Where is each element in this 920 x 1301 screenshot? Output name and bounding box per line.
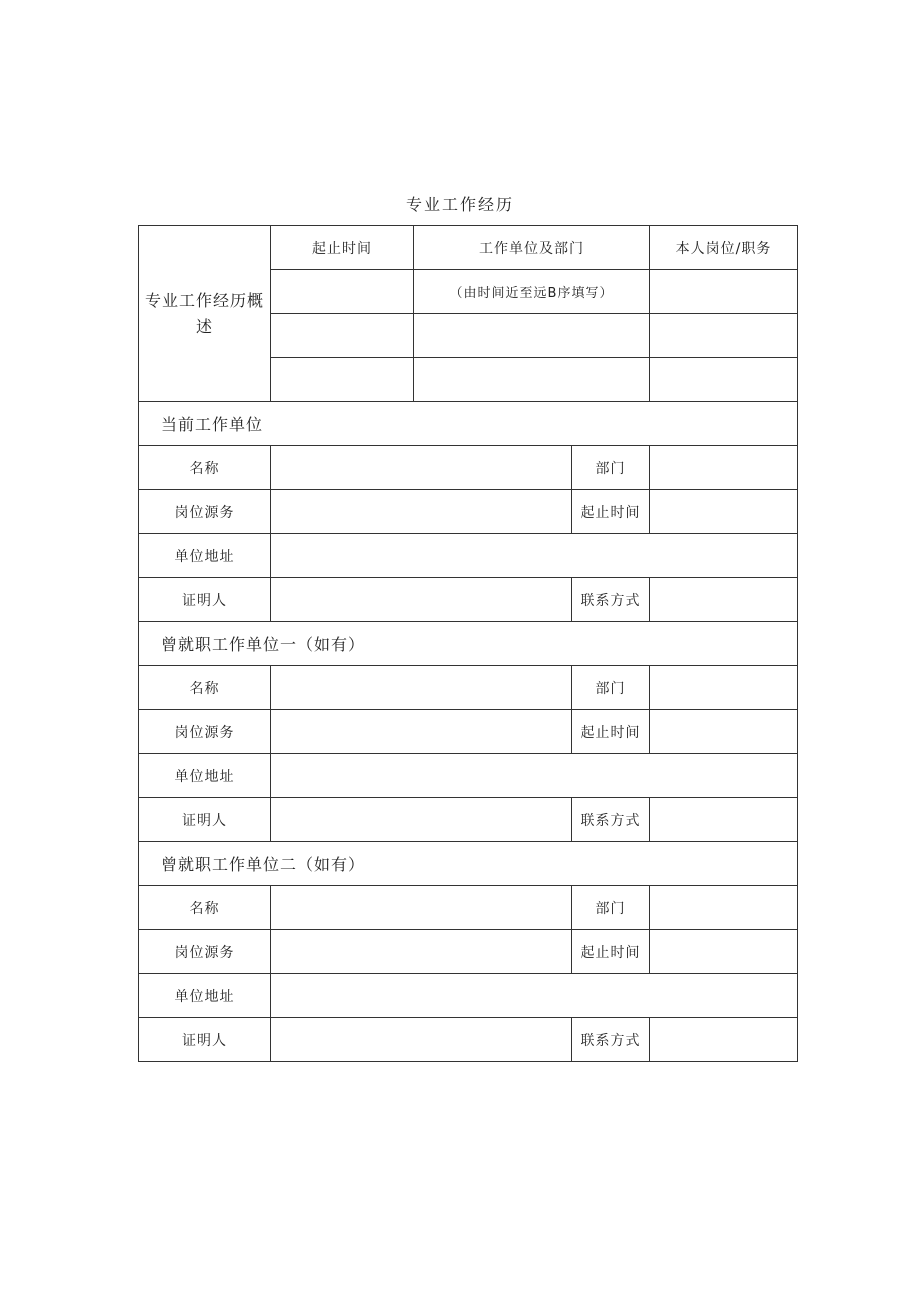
name-label: 名称 bbox=[139, 666, 271, 710]
section-title-previous2: 曾就职工作单位二（如有） bbox=[139, 842, 798, 886]
position-value-cell[interactable] bbox=[271, 930, 572, 974]
summary-company-cell[interactable] bbox=[414, 314, 650, 358]
witness-label: 证明人 bbox=[139, 1018, 271, 1062]
field-row bbox=[139, 754, 798, 798]
summary-period-cell[interactable] bbox=[271, 270, 414, 314]
summary-company-cell[interactable] bbox=[414, 358, 650, 402]
summary-period-cell[interactable] bbox=[271, 358, 414, 402]
contact-value-cell[interactable] bbox=[650, 578, 798, 622]
summary-position-cell[interactable] bbox=[650, 314, 798, 358]
summary-position-cell[interactable] bbox=[650, 270, 798, 314]
summary-note[interactable]: （由时间近至远B序填写） bbox=[414, 270, 650, 314]
witness-value-cell[interactable] bbox=[271, 798, 572, 842]
field-row bbox=[139, 974, 798, 1018]
address-label: 单位地址 bbox=[139, 754, 271, 798]
header-company-dept: 工作单位及部门 bbox=[414, 226, 650, 270]
contact-label: 联系方式 bbox=[572, 1018, 650, 1062]
witness-label: 证明人 bbox=[139, 798, 271, 842]
position-value-cell[interactable] bbox=[271, 710, 572, 754]
name-label: 名称 bbox=[139, 446, 271, 490]
field-row bbox=[139, 930, 798, 974]
summary-period-cell[interactable] bbox=[271, 314, 414, 358]
position-label: 岗位源务 bbox=[139, 490, 271, 534]
field-row bbox=[139, 446, 798, 490]
department-label: 部门 bbox=[572, 666, 650, 710]
position-label: 岗位源务 bbox=[139, 930, 271, 974]
section-title-previous1: 曾就职工作单位一（如有） bbox=[139, 622, 798, 666]
field-row bbox=[139, 710, 798, 754]
address-value-cell[interactable] bbox=[271, 534, 798, 578]
section-row-previous1 bbox=[139, 622, 798, 666]
field-row bbox=[139, 490, 798, 534]
address-value-cell[interactable] bbox=[271, 974, 798, 1018]
section-row-current bbox=[139, 402, 798, 446]
period-label: 起止时间 bbox=[572, 710, 650, 754]
period-label: 起止时间 bbox=[572, 930, 650, 974]
position-label: 岗位源务 bbox=[139, 710, 271, 754]
department-label: 部门 bbox=[572, 886, 650, 930]
position-value-cell[interactable] bbox=[271, 490, 572, 534]
field-row bbox=[139, 886, 798, 930]
period-label: 起止时间 bbox=[572, 490, 650, 534]
period-value-cell[interactable] bbox=[650, 490, 798, 534]
section-title-current: 当前工作单位 bbox=[139, 402, 798, 446]
page-title: 专业工作经历 bbox=[405, 195, 514, 214]
name-value-cell[interactable] bbox=[271, 666, 572, 710]
field-row bbox=[139, 1018, 798, 1062]
section-row-previous2 bbox=[139, 842, 798, 886]
address-label: 单位地址 bbox=[139, 974, 271, 1018]
summary-position-cell[interactable] bbox=[650, 358, 798, 402]
witness-value-cell[interactable] bbox=[271, 578, 572, 622]
summary-label: 专业工作经历概述 bbox=[139, 226, 271, 402]
work-experience-table bbox=[138, 225, 798, 1062]
contact-label: 联系方式 bbox=[572, 578, 650, 622]
field-row bbox=[139, 578, 798, 622]
summary-header-row bbox=[139, 226, 798, 270]
contact-value-cell[interactable] bbox=[650, 798, 798, 842]
department-label: 部门 bbox=[572, 446, 650, 490]
department-value-cell[interactable] bbox=[650, 886, 798, 930]
field-row bbox=[139, 798, 798, 842]
field-row bbox=[139, 666, 798, 710]
address-value-cell[interactable] bbox=[271, 754, 798, 798]
header-period: 起止时间 bbox=[271, 226, 414, 270]
witness-label: 证明人 bbox=[139, 578, 271, 622]
name-value-cell[interactable] bbox=[271, 886, 572, 930]
period-value-cell[interactable] bbox=[650, 930, 798, 974]
department-value-cell[interactable] bbox=[650, 666, 798, 710]
name-label: 名称 bbox=[139, 886, 271, 930]
field-row bbox=[139, 534, 798, 578]
contact-label: 联系方式 bbox=[572, 798, 650, 842]
contact-value-cell[interactable] bbox=[650, 1018, 798, 1062]
address-label: 单位地址 bbox=[139, 534, 271, 578]
header-position: 本人岗位/职务 bbox=[650, 226, 798, 270]
name-value-cell[interactable] bbox=[271, 446, 572, 490]
period-value-cell[interactable] bbox=[650, 710, 798, 754]
department-value-cell[interactable] bbox=[650, 446, 798, 490]
witness-value-cell[interactable] bbox=[271, 1018, 572, 1062]
